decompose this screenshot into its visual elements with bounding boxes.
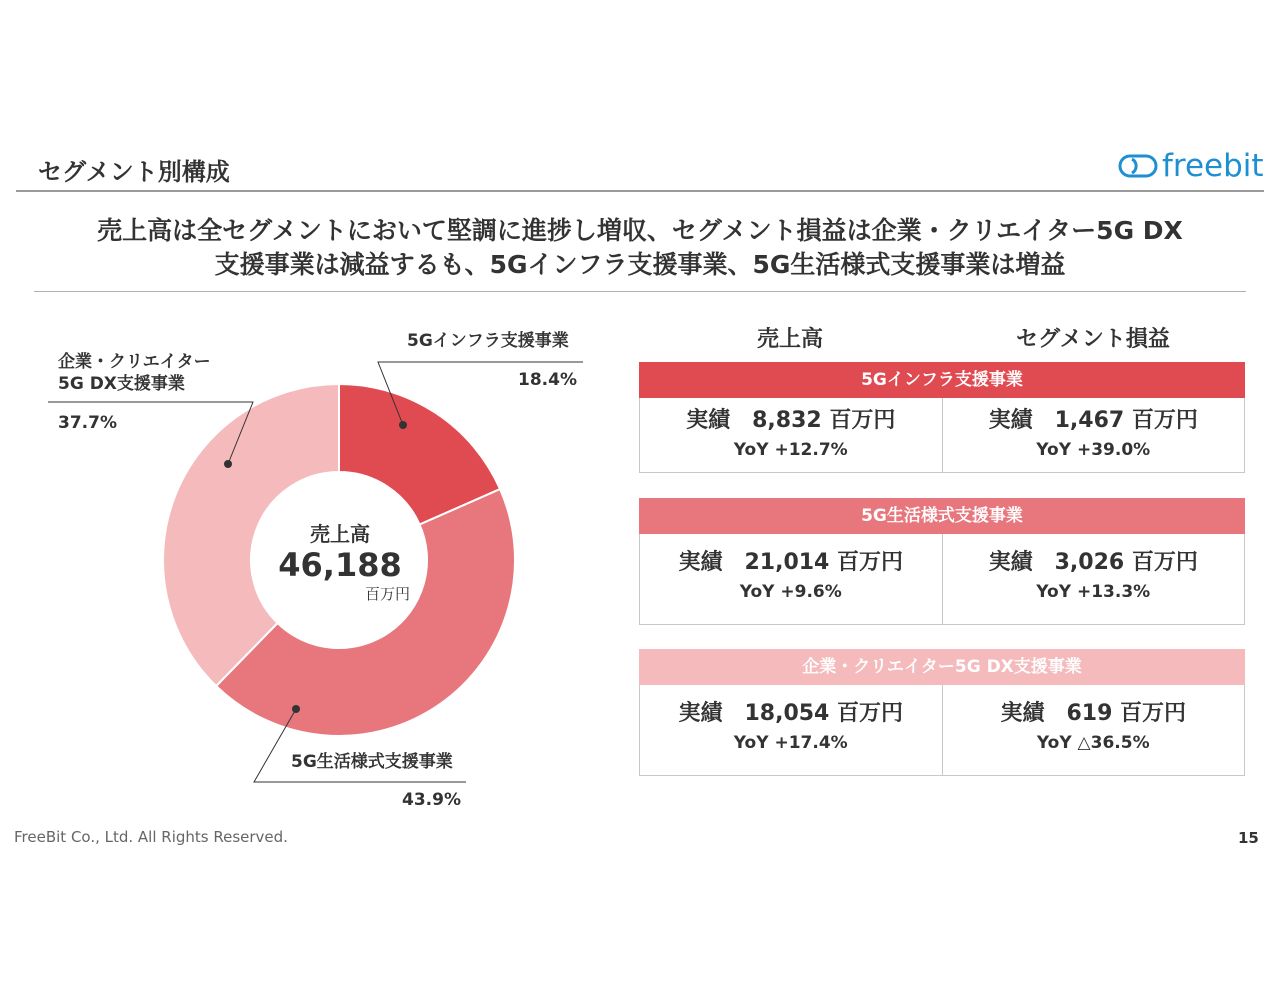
segment-box-life: [639, 498, 1245, 625]
logo-text: freebit: [1162, 148, 1264, 184]
profit-cell: [942, 685, 1245, 775]
leader-dot-life: [292, 705, 300, 713]
sales-yoy: YoY +12.7%: [733, 440, 848, 460]
label-dx-name-line-1: 企業・クリエイター: [58, 352, 211, 372]
profit-actual: 実績 3,026 百万円: [988, 550, 1198, 575]
segment-box-infra: [639, 362, 1245, 473]
label-life-name: 5G生活様式支援事業: [291, 752, 453, 772]
sales-cell: [640, 398, 942, 472]
footer-copyright: FreeBit Co., Ltd. All Rights Reserved.: [14, 828, 288, 846]
profit-yoy: YoY +39.0%: [1036, 440, 1151, 460]
leader-dot-dx: [224, 460, 232, 468]
column-header-profit: セグメント損益: [1016, 327, 1170, 352]
profit-actual: 実績 619 百万円: [1000, 701, 1187, 726]
page-title: セグメント別構成: [38, 158, 230, 186]
label-infra-name: 5Gインフラ支援事業: [407, 331, 569, 351]
profit-yoy: YoY +13.3%: [1036, 582, 1151, 602]
label-life-pct: 43.9%: [402, 790, 461, 810]
profit-actual: 実績 1,467 百万円: [988, 408, 1198, 433]
label-dx-name: [58, 351, 211, 395]
sales-cell: [640, 685, 942, 775]
sales-actual: 実績 18,054 百万円: [678, 701, 904, 726]
cloud-logo-icon: [1118, 153, 1158, 179]
header-divider: [16, 190, 1264, 192]
label-dx-name-line-2: 5G DX支援事業: [58, 374, 185, 394]
headline-divider: [34, 291, 1246, 292]
sales-yoy: YoY +17.4%: [733, 733, 848, 753]
headline-line-2: 支援事業は減益するも、5Gインフラ支援事業、5G生活様式支援事業は増益: [214, 250, 1066, 279]
segment-header: 5Gインフラ支援事業: [639, 362, 1245, 398]
center-label: 売上高: [310, 522, 370, 546]
profit-yoy: YoY △36.5%: [1036, 733, 1150, 753]
column-header-sales: 売上高: [756, 327, 823, 352]
page-number: 15: [1238, 829, 1259, 847]
sales-actual: 実績 21,014 百万円: [678, 550, 904, 575]
segment-header: 企業・クリエイター5G DX支援事業: [639, 649, 1245, 685]
center-unit: 百万円: [364, 585, 410, 603]
center-value: 46,188: [278, 546, 402, 584]
segment-body: [639, 685, 1245, 776]
label-dx-pct: 37.7%: [58, 413, 117, 433]
sales-cell: [640, 534, 942, 624]
leader-dot-infra: [399, 421, 407, 429]
profit-cell: [942, 534, 1245, 624]
sales-yoy: YoY +9.6%: [739, 582, 842, 602]
profit-cell: [942, 398, 1245, 472]
segment-body: [639, 398, 1245, 473]
sales-actual: 実績 8,832 百万円: [686, 408, 896, 433]
segment-body: [639, 534, 1245, 625]
donut-center: [240, 518, 440, 604]
segment-header: 5G生活様式支援事業: [639, 498, 1245, 534]
label-infra-pct: 18.4%: [518, 370, 577, 390]
segment-box-dx: [639, 649, 1245, 776]
headline-line-1: 売上高は全セグメントにおいて堅調に進捗し増収、セグメント損益は企業・クリエイター5G DX: [97, 216, 1183, 245]
headline: [30, 214, 1250, 282]
freebit-logo: [1118, 148, 1264, 184]
